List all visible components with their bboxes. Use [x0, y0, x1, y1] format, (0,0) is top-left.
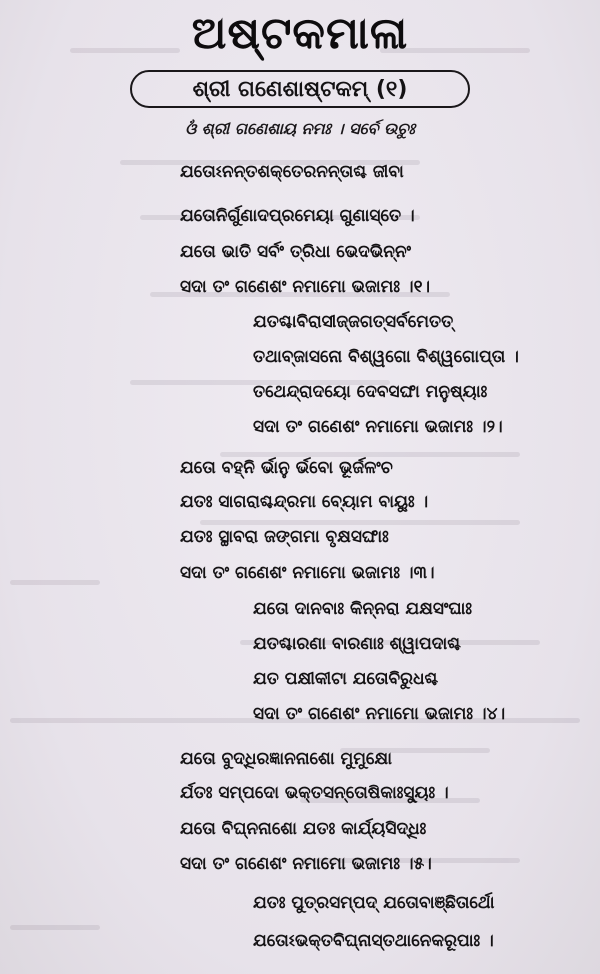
verse-5-line-3: ଯତୋ ବିଘ୍ନନାଶୋ ଯତଃ କାର୍ଯ୍ୟସିଦ୍ଧିଃ	[180, 819, 427, 839]
verse-1-line-1: ଯତୋଽନନ୍ତଶକ୍ତେରନନ୍ତାଶ୍ଚ ଜୀବା	[180, 162, 404, 182]
verse-3-line-2: ଯତଃ ସାଗରାଶ୍ଚନ୍ଦ୍ରମା ବ୍ୟୋମ ବାୟୁଃ ।	[180, 492, 429, 512]
verse-2-line-1: ଯତଶ୍ଚାବିରାସୀଜ୍ଜଗତ୍ସର୍ବମେତତ୍	[253, 312, 454, 332]
verse-2-line-3: ତଥେନ୍ଦ୍ରାଦୟୋ ଦେବସଙ୍ଘା ମନୁଷ୍ୟାଃ	[253, 382, 488, 402]
verse-5-line-2: ର୍ଯତଃ ସମ୍ପଦୋ ଭକ୍ତସନ୍ତୋଷିକାଃସ୍ୟୁଃ ।	[180, 783, 449, 803]
verse-2-line-4: ସଦା ତଂ ଗଣେଶଂ ନମାମୋ ଭଜାମଃ ।୨।	[253, 417, 503, 437]
verse-6-line-1: ଯତଃ ପୁତ୍ରସମ୍ପଦ୍ ଯତୋବାଞ୍ଛିତାର୍ଥୋ	[253, 893, 495, 913]
verse-5-line-1: ଯତୋ ବୁଦ୍ଧିରଜ୍ଞାନନାଶୋ ମୁମୁକ୍ଷୋ	[180, 749, 393, 769]
verse-1-line-3: ଯତୋ ଭାତି ସର୍ବଂ ତ୍ରିଧା ଭେଦଭିନ୍ନଂ	[180, 242, 412, 262]
verse-3-line-1: ଯତୋ ବହ୍ନି ର୍ଭାନୁ ର୍ଭବୋ ଭୂର୍ଜଳଂଚ	[180, 458, 393, 478]
subtitle-frame	[130, 70, 470, 108]
verse-5-line-4: ସଦା ତଂ ଗଣେଶଂ ନମାମୋ ଭଜାମଃ ।୫।	[180, 854, 432, 874]
verse-4-line-4: ସଦା ତଂ ଗଣେଶଂ ନମାମୋ ଭଜାମଃ ।୪।	[253, 704, 506, 724]
invocation-line: ଓଁ ଶ୍ରୀ ଗଣେଶାୟ ନମଃ । ସର୍ବେ ଉଚୁଃ	[185, 119, 415, 138]
verse-1-line-2: ଯତୋନିର୍ଗୁଣାଦପ୍ରମେୟା ଗୁଣାସ୍ତେ ।	[180, 206, 415, 226]
verse-4-line-2: ଯତଶ୍ଚାରଣା ବାରଣାଃ ଶ୍ୱାପଦାଶ୍ଚ	[253, 634, 462, 654]
verse-3-line-4: ସଦା ତଂ ଗଣେଶଂ ନମାମୋ ଭଜାମଃ ।୩।	[180, 563, 435, 583]
verse-6-line-2: ଯତୋଽଭକ୍ତବିଘ୍ନାସ୍ତଥାନେକରୂପାଃ ।	[253, 931, 494, 951]
page-title: ଅଷ୍ଟକମାଳା	[191, 8, 409, 59]
verse-4-line-1: ଯତୋ ଦାନବାଃ କିନ୍ନରା ଯକ୍ଷସଂଘାଃ	[253, 599, 472, 619]
verse-3-line-3: ଯତଃ ସ୍ଥାବରା ଜଙ୍ଗମା ବୃକ୍ଷସଙ୍ଘାଃ	[180, 527, 389, 547]
verse-1-line-4: ସଦା ତଂ ଗଣେଶଂ ନମାମୋ ଭଜାମଃ ।୧।	[180, 277, 431, 297]
section-title: ଶ୍ରୀ ଗଣେଶାଷ୍ଟକମ୍ (୧)	[192, 76, 408, 102]
verse-2-line-2: ତଥାବ୍ଜାସନୋ ବିଶ୍ୱଗୋ ବିଶ୍ୱଗୋପ୍ତା ।	[253, 347, 519, 367]
verse-4-line-3: ଯତ ପକ୍ଷୀକୀଟା ଯତୋବିରୁଧଶ୍ଚ	[253, 669, 439, 689]
